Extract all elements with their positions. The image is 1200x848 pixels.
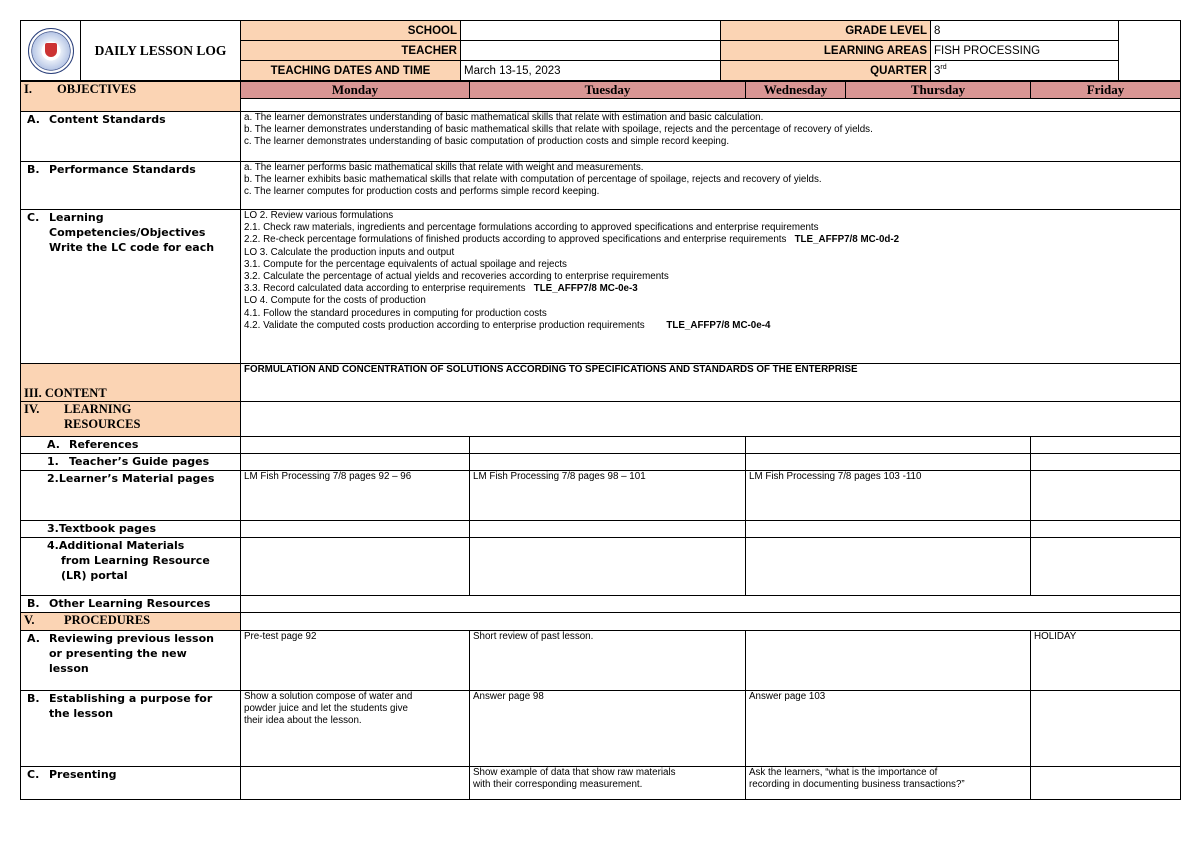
competency-line: LO 3. Calculate the production inputs and output <box>244 246 455 258</box>
presenting-text: Presenting <box>49 768 117 781</box>
additional-row <box>21 538 1181 596</box>
references-row <box>21 437 1181 454</box>
competencies-row <box>21 210 1181 364</box>
day-tuesday: Tuesday <box>470 82 746 99</box>
areas-value[interactable]: FISH PROCESSING <box>931 41 1119 61</box>
seal-cell <box>21 21 81 81</box>
references-monday <box>241 437 470 454</box>
additional-friday <box>1031 538 1181 596</box>
competency-line: 4.1. Follow the standard procedures in computing for production costs <box>244 307 547 319</box>
references-label <box>21 437 241 454</box>
grade-value[interactable]: 8 <box>931 21 1119 41</box>
resources-title-2: RESOURCES <box>64 417 141 431</box>
reviewing-wednesday <box>746 631 1031 691</box>
textbook-row <box>21 521 1181 538</box>
content-standards-label <box>21 112 241 162</box>
additional-num: 4. <box>47 539 59 552</box>
additional-label <box>21 538 241 596</box>
dates-value[interactable]: March 13-15, 2023 <box>461 61 721 81</box>
dates-label: TEACHING DATES AND TIME <box>241 61 461 81</box>
procedures-title: PROCEDURES <box>64 613 151 627</box>
day-wednesday: Wednesday <box>746 82 846 99</box>
competencies-body <box>241 210 1181 364</box>
doc-title: DAILY LESSON LOG <box>81 21 241 81</box>
performance-standards-label <box>21 162 241 210</box>
tg-text: Teacher’s Guide pages <box>69 455 210 468</box>
textbook-friday <box>1031 521 1181 538</box>
tg-label <box>21 454 241 471</box>
tg-num: 1. <box>47 455 59 468</box>
objectives-heading <box>21 82 241 112</box>
competency-text: 2.2. Re-check percentage formulations of finished products according to approved specifications and enterprise requirements <box>244 234 787 246</box>
tg-wednesday <box>746 454 1031 471</box>
quarter-number: 3 <box>934 64 941 77</box>
daily-lesson-log-page <box>20 20 1180 800</box>
objectives-num: I. <box>24 82 32 96</box>
header-blank-cell <box>1119 21 1181 81</box>
competency-line: 2.1. Check raw materials, ingredients and percentage formulations according to approved specifications and enterprise requirements <box>244 222 819 234</box>
reviewing-num: A. <box>27 632 40 645</box>
presenting-num: C. <box>27 768 40 781</box>
presenting-tuesday-line: Show example of data that show raw materials <box>473 767 676 778</box>
references-num: A. <box>47 438 60 451</box>
purpose-monday-line: powder juice and let the students give <box>244 703 408 715</box>
competency-line: LO 4. Compute for the costs of production <box>244 295 426 307</box>
objectives-title: OBJECTIVES <box>57 82 137 96</box>
presenting-wednesday <box>746 767 1031 800</box>
purpose-tuesday: Answer page 98 <box>470 691 746 767</box>
competency-text: 3.3. Record calculated data according to enterprise requirements <box>244 283 526 295</box>
performance-standard-a: a. The learner performs basic mathematical skills that relate with weight and measurements. <box>244 162 644 173</box>
procedures-blank <box>241 613 1181 631</box>
lc-code: TLE_AFFP7/8 MC-0d-2 <box>794 234 900 246</box>
textbook-text: Textbook pages <box>58 522 157 535</box>
content-standard-c: c. The learner demonstrates understanding of basic computation of production costs and simple record keeping. <box>244 136 730 148</box>
additional-wednesday <box>746 538 1031 596</box>
reviewing-monday: Pre-test page 92 <box>241 631 470 691</box>
competency-line <box>244 234 1177 246</box>
competency-text: 4.2. Validate the computed costs production according to enterprise production requirements <box>244 319 645 331</box>
purpose-monday <box>241 691 470 767</box>
textbook-monday <box>241 521 470 538</box>
competency-line <box>244 283 1177 295</box>
teacher-value[interactable] <box>461 41 721 61</box>
performance-standards-row <box>21 162 1181 210</box>
competencies-num: C. <box>27 211 40 224</box>
content-row <box>21 364 1181 402</box>
competencies-label <box>21 210 241 364</box>
competency-line: LO 2. Review various formulations <box>244 210 394 221</box>
performance-standard-c: c. The learner computes for production costs and performs simple record keeping. <box>244 186 600 198</box>
school-label: SCHOOL <box>241 21 461 41</box>
objectives-row <box>21 82 1181 99</box>
references-friday <box>1031 437 1181 454</box>
header-table <box>20 20 1181 81</box>
lm-label <box>21 471 241 521</box>
content-body: FORMULATION AND CONCENTRATION OF SOLUTIONS ACCORDING TO SPECIFICATIONS AND STANDARDS OF THE ENTERPRISE <box>241 364 1181 402</box>
teacher-label: TEACHER <box>241 41 461 61</box>
content-standards-text: Content Standards <box>49 113 166 126</box>
grade-label: GRADE LEVEL <box>721 21 931 41</box>
resources-title-1: LEARNING <box>64 402 132 416</box>
lm-friday <box>1031 471 1181 521</box>
references-wednesday <box>746 437 1031 454</box>
school-value[interactable] <box>461 21 721 41</box>
textbook-tuesday <box>470 521 746 538</box>
additional-tuesday <box>470 538 746 596</box>
lm-wednesday: LM Fish Processing 7/8 pages 103 -110 <box>746 471 1031 521</box>
other-resources-num: B. <box>27 597 40 610</box>
tg-friday <box>1031 454 1181 471</box>
resources-row <box>21 402 1181 437</box>
reviewing-text-1: Reviewing previous lesson <box>49 632 214 645</box>
lm-num: 2. <box>47 472 59 485</box>
textbook-label <box>21 521 241 538</box>
competency-line <box>244 320 1177 332</box>
lm-text: Learner’s Material pages <box>58 472 215 485</box>
content-standards-num: A. <box>27 113 40 126</box>
reviewing-friday: HOLIDAY <box>1031 631 1181 691</box>
procedures-heading <box>21 613 241 631</box>
content-standard-a: a. The learner demonstrates understanding of basic mathematical skills that relate with estimation and basic calculation. <box>244 112 764 123</box>
competencies-label-1: Learning <box>49 211 104 224</box>
other-resources-body <box>241 596 1181 613</box>
procedures-row <box>21 613 1181 631</box>
competency-line: 3.1. Compute for the percentage equivalents of actual spoilage and rejects <box>244 258 567 270</box>
tg-monday <box>241 454 470 471</box>
day-monday: Monday <box>241 82 470 99</box>
presenting-tuesday-line: with their corresponding measurement. <box>473 779 643 791</box>
deped-seal-icon <box>28 28 74 74</box>
reviewing-text-2: or presenting the new <box>49 647 187 660</box>
content-title: CONTENT <box>44 386 107 400</box>
purpose-text-1: Establishing a purpose for <box>49 692 213 705</box>
presenting-wednesday-line: recording in documenting business transactions?” <box>749 779 965 791</box>
quarter-label: QUARTER <box>721 61 931 81</box>
procedures-num: V. <box>24 613 35 627</box>
references-tuesday <box>470 437 746 454</box>
content-standard-b: b. The learner demonstrates understanding of basic mathematical skills that relate with spoilage, rejects and the percentage of recovery of yields. <box>244 124 873 136</box>
areas-label: LEARNING AREAS <box>721 41 931 61</box>
purpose-row <box>21 691 1181 767</box>
resources-num: IV. <box>24 402 40 416</box>
tg-tuesday <box>470 454 746 471</box>
performance-standard-b: b. The learner exhibits basic mathematical skills that relate with computation of percentage of spoilage, rejects and recovery of yields. <box>244 174 822 186</box>
competency-line: 3.2. Calculate the percentage of actual yields and recoveries according to enterprise requirements <box>244 271 669 283</box>
purpose-text-2: the lesson <box>49 707 114 720</box>
performance-standards-text: Performance Standards <box>49 163 196 176</box>
additional-monday <box>241 538 470 596</box>
additional-text-3: (LR) portal <box>61 569 128 582</box>
content-standards-body <box>241 112 1181 162</box>
additional-text-2: from Learning Resource <box>61 554 210 567</box>
textbook-num: 3. <box>47 522 59 535</box>
lm-monday: LM Fish Processing 7/8 pages 92 – 96 <box>241 471 470 521</box>
purpose-label <box>21 691 241 767</box>
resources-heading <box>21 402 241 437</box>
presenting-tuesday <box>470 767 746 800</box>
presenting-friday <box>1031 767 1181 800</box>
quarter-value[interactable] <box>931 61 1119 81</box>
presenting-wednesday-line: Ask the learners, “what is the importance of <box>749 767 938 778</box>
day-thursday: Thursday <box>846 82 1031 99</box>
references-text: References <box>69 438 139 451</box>
purpose-num: B. <box>27 692 40 705</box>
content-num: III. <box>24 386 42 400</box>
performance-standards-num: B. <box>27 163 40 176</box>
tg-row <box>21 454 1181 471</box>
purpose-monday-line: their idea about the lesson. <box>244 715 362 727</box>
lm-tuesday: LM Fish Processing 7/8 pages 98 – 101 <box>470 471 746 521</box>
reviewing-label <box>21 631 241 691</box>
purpose-friday <box>1031 691 1181 767</box>
objectives-spacer <box>241 99 1181 112</box>
competencies-label-2: Competencies/Objectives <box>49 226 206 239</box>
lc-code: TLE_AFFP7/8 MC-0e-4 <box>666 319 771 331</box>
day-friday: Friday <box>1031 82 1181 99</box>
textbook-wednesday <box>746 521 1031 538</box>
purpose-monday-line: Show a solution compose of water and <box>244 691 413 702</box>
reviewing-text-3: lesson <box>49 662 89 675</box>
performance-standards-body <box>241 162 1181 210</box>
content-standards-row <box>21 112 1181 162</box>
reviewing-row <box>21 631 1181 691</box>
other-resources-label <box>21 596 241 613</box>
purpose-wednesday: Answer page 103 <box>746 691 1031 767</box>
resources-blank <box>241 402 1181 437</box>
reviewing-tuesday: Short review of past lesson. <box>470 631 746 691</box>
competencies-label-3: Write the LC code for each <box>49 241 215 254</box>
presenting-row <box>21 767 1181 800</box>
presenting-label <box>21 767 241 800</box>
lesson-log-table <box>20 81 1181 800</box>
content-heading <box>21 364 241 402</box>
additional-text-1: Additional Materials <box>58 539 185 552</box>
other-resources-text: Other Learning Resources <box>49 597 211 610</box>
other-resources-row <box>21 596 1181 613</box>
presenting-monday <box>241 767 470 800</box>
quarter-suffix: rd <box>940 63 947 71</box>
lm-row <box>21 471 1181 521</box>
lc-code: TLE_AFFP7/8 MC-0e-3 <box>533 283 638 295</box>
